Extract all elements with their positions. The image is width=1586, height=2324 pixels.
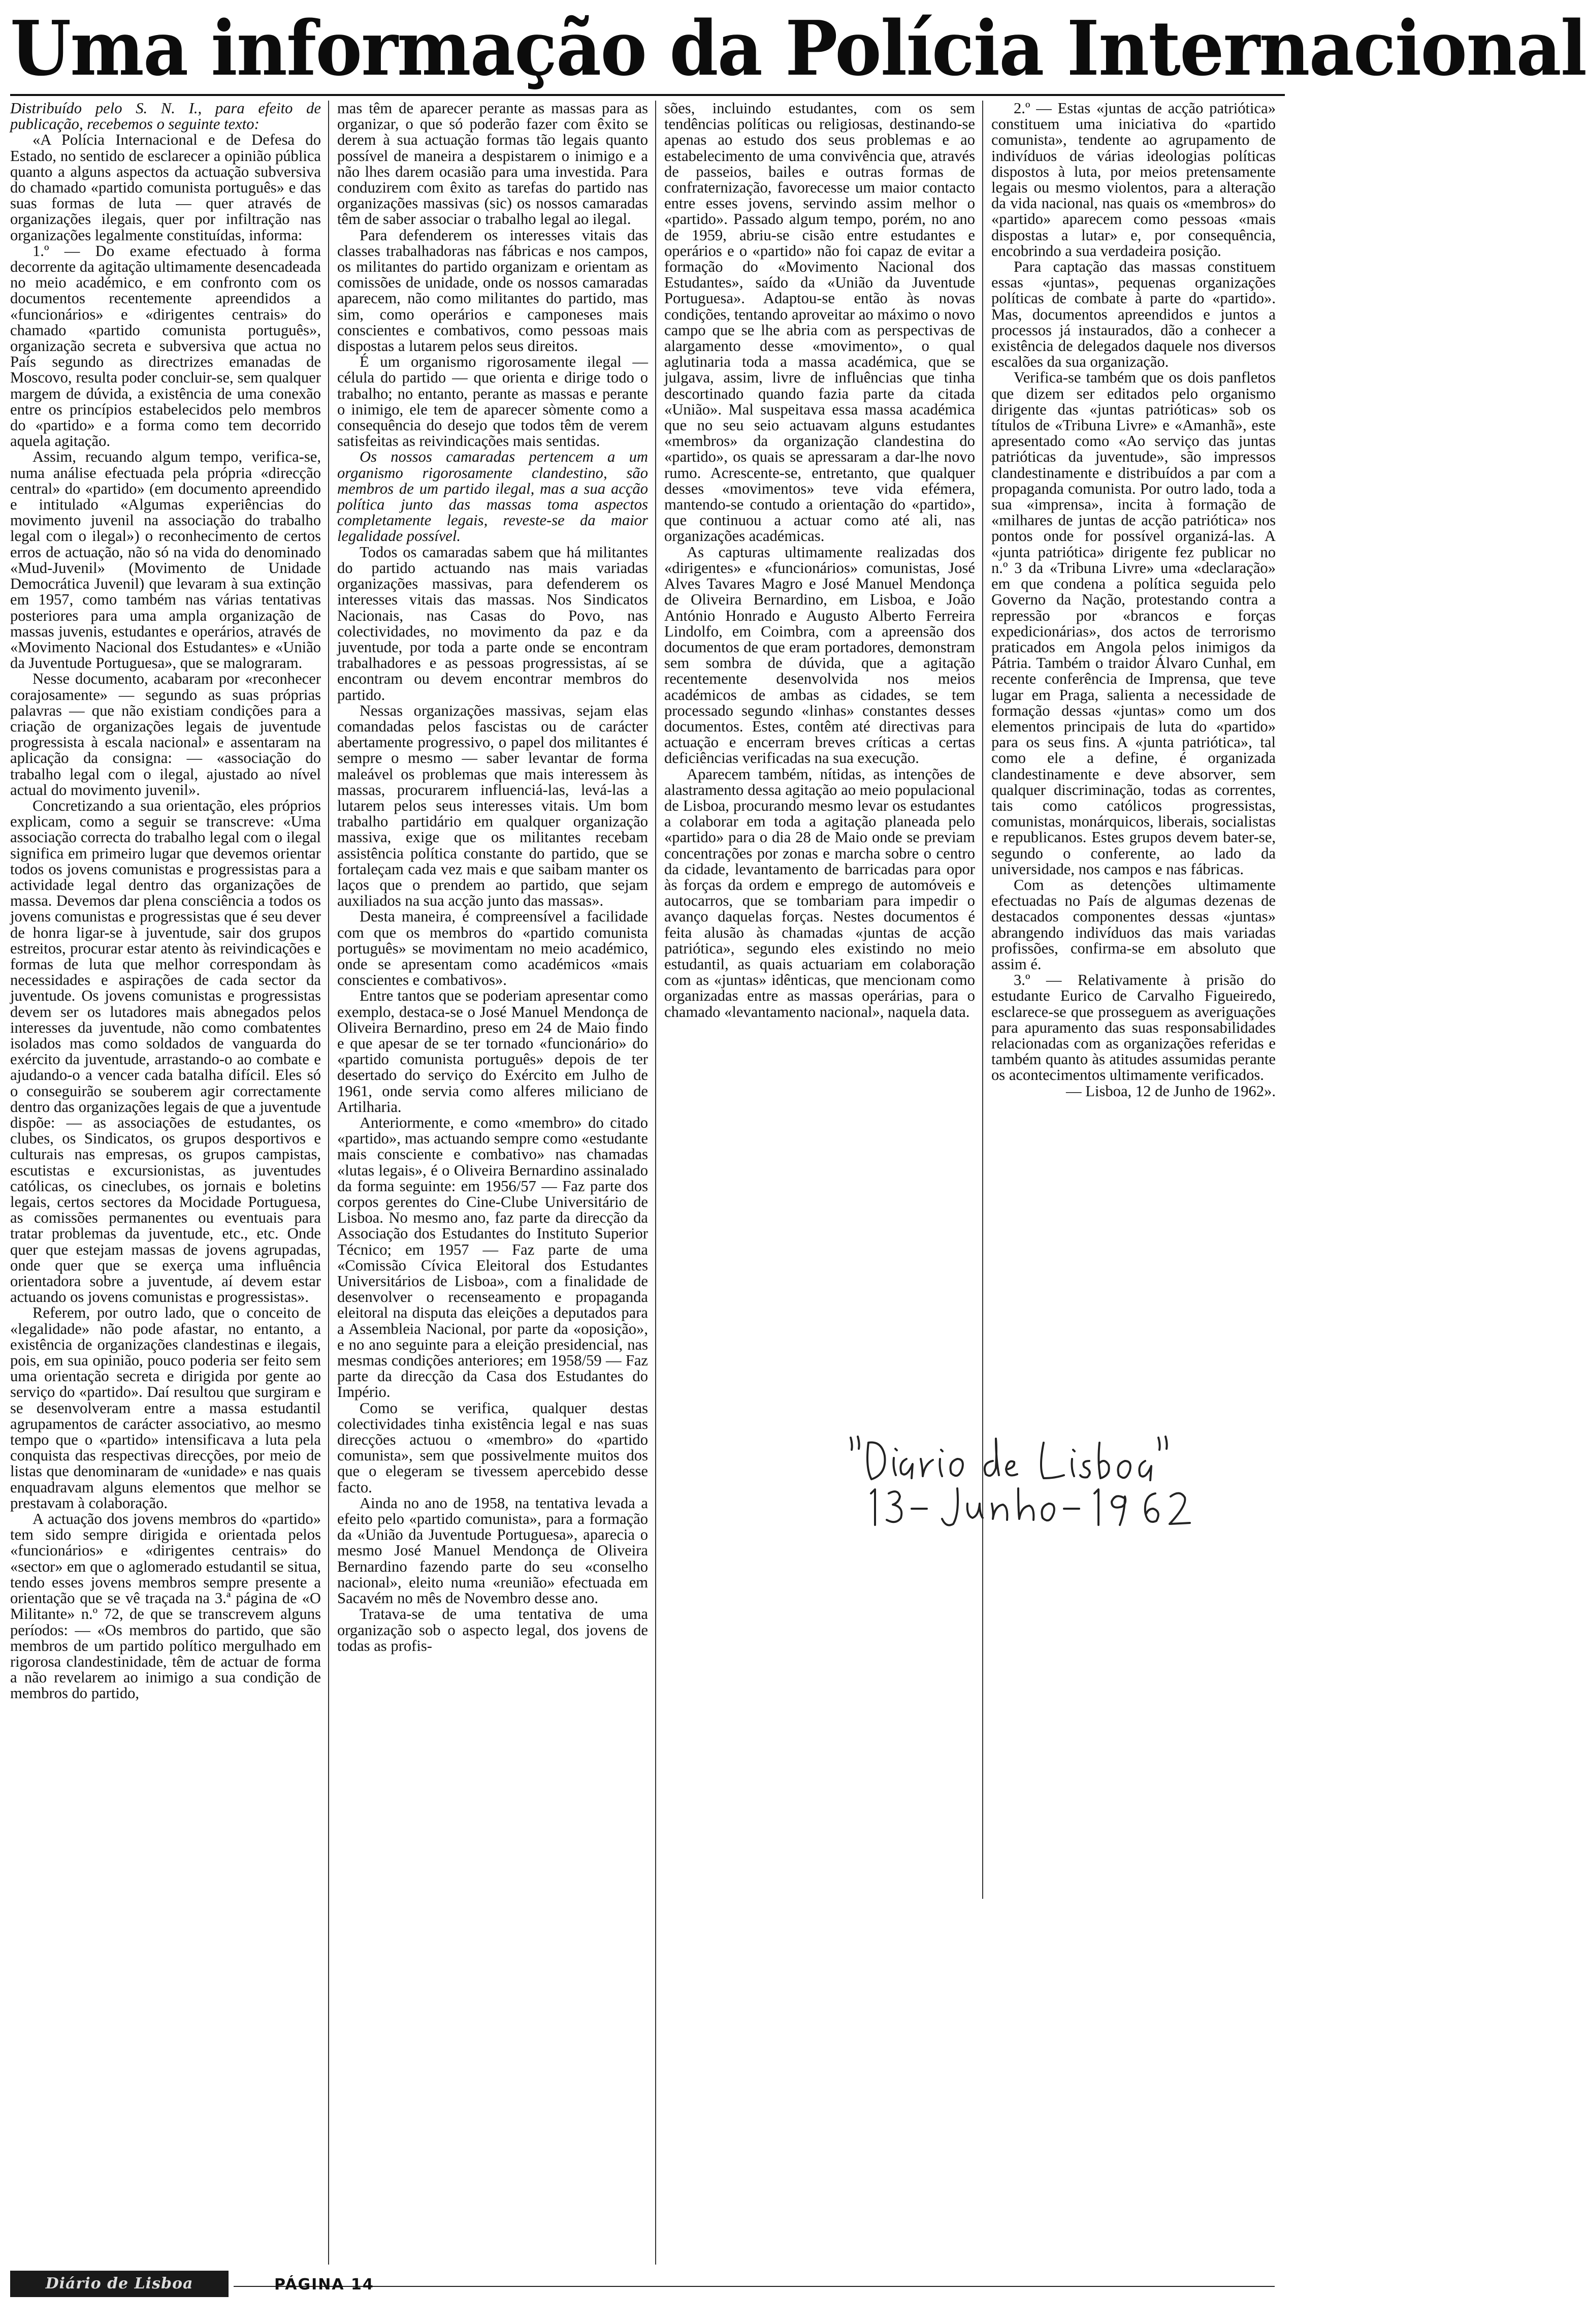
paragraph: 1.º — Do exame efectuado à forma decorrente da agitação ultimamente desencadeada no meio académico, e em confronto com os documentos recentemente apreendidos a «funcionários» e «dirigentes centrais» do chamado «partido comunista português», organização secreta e subversiva que actua no País segundo as directrizes emanadas de Moscovo, resulta poder concluir-se, sem qualquer margem de dúvida, a existência de uma conexão entre os princípios estabelecidos pelo membros do «partido» e a forma como tem decorrido aquela agitação. (10, 242, 321, 450)
column-divider (655, 101, 656, 2265)
column-divider (982, 101, 983, 1899)
paragraph: 3.º — Relativamente à prisão do estudante Eurico de Carvalho Figueiredo, esclarece-se que prosseguem as averiguações para apuramento das suas responsabilidades relacionadas com as organizações referidas e também quanto às atitudes assumidas perante os acontecimentos ultimamente verificados. (991, 971, 1276, 1084)
newspaper-logo: Diário de Lisboa (10, 2271, 229, 2297)
paragraph: Para captação das massas constituem essas «juntas», pequenas organizações políticas de combate à parte do «partido». Mas, documentos apreendidos e juntos a processos já instaurados, dão a conhecer a existência de delegados daquele nos diversos escalões da sua organização. (991, 258, 1276, 371)
headline-rule (10, 94, 1285, 96)
paragraph: Os nossos camaradas pertencem a um organismo rigorosamente clandestino, são membros de um partido ilegal, mas a sua acção política junto das massas toma aspectos completamente legais, reveste-se da maior legalidade possível. (337, 448, 648, 545)
handwritten-annotation (840, 1422, 1287, 1539)
paragraph: Referem, por outro lado, que o conceito de «legalidade» não pode afastar, no entanto, a existência de organizações clandestinas e ilegais, pois, em sua opinião, pouco poderia ser feito sem uma orientação secreta e dirigida por gente ao serviço do «partido». Daí resultou que surgiram e se desenvolveram entre a massa estudantil agrupamentos de carácter associativo, ao mesmo tempo que o «partido» intensificava a luta pela conquista das respectivas direcções, por meio de listas que denominaram de «unidade» e nas quais enquadravam alguns elementos que melhor se prestavam à colaboração. (10, 1304, 321, 1512)
article-headline: Uma informação da Polícia Internacional (10, 4, 1586, 92)
intro-paragraph: Distribuído pelo S. N. I., para efeito de publicação, recebemos o seguinte texto: (10, 100, 321, 133)
paragraph: Como se verifica, qualquer destas colectividades tinha existência legal e nas suas direcções actuou o «membro» do «partido comunista», sem que possivelmente muitos dos que o elegeram se tivessem apercebido desse facto. (337, 1399, 648, 1496)
paragraph: Anteriormente, e como «membro» do citado «partido», mas actuando sempre como «estudante mais consciente e combativo» nas chamadas «lutas legais», é o Oliveira Bernardino assinalado da forma seguinte: em 1956/57 — Faz parte dos corpos gerentes do Cine-Clube Universitário de Lisboa. No mesmo ano, faz parte da direcção da Associação dos Estudantes do Instituto Superior Técnico; em 1957 — Faz parte de uma «Comissão Cívica Eleitoral dos Estudantes Universitários de Lisboa», com a finalidade de desenvolver o recenseamento e propaganda eleitoral na disputa das eleições a deputados para a Assembleia Nacional, por parte da «oposição», e no ano seguinte para a eleição presidencial, nas mesmas condições anteriores; em 1958/59 — Faz parte da direcção da Casa dos Estudantes do Império. (337, 1114, 648, 1401)
page-number: PÁGINA 14 (274, 2276, 374, 2294)
column-4 (991, 101, 1276, 1635)
paragraph: Verifica-se também que os dois panfletos que dizem ser editados pelo organismo dirigente das «juntas patrióticas» sob os títulos de «Tribuna Livre» e «Amanhã», este apresentado como «Ao serviço das juntas patrióticas da juventude», são impressos clandestinamente e distribuídos a par com a propaganda comunista. Por outro lado, toda a sua «imprensa», incita à formação de «milhares de juntas de acção patriótica» nos pontos onde for possível organizá-las. A «junta patriótica» dirigente fez publicar no n.º 3 da «Tribuna Livre» uma «declaração» em que condena a política seguida pelo Governo da Nação, protestando contra a repressão por «brancos e forças expedicionárias», dos actos de terrorismo praticados em Angola pelos inimigos da Pátria. Também o traidor Álvaro Cunhal, em recente conferência de Imprensa, que teve lugar em Praga, salienta a necessidade de formação dessas «juntas» como um dos elementos principais de luta do «partido» para os seus fins. A «junta patriótica», tal como ele a define, é organizada clandestinamente e deve absorver, sem qualquer discriminação, todas as correntes, tais como católicos progressistas, comunistas, monárquicos, liberais, socialistas e republicanos. Estes grupos devem bater-se, segundo o conferente, ao lado da universidade, nos campos e nas fábricas. (991, 369, 1276, 878)
paragraph: Ainda no ano de 1958, na tentativa levada a efeito pelo «partido comunista», para a formação da «União da Juventude Portuguesa», aparecia o mesmo José Manuel Mendonça de Oliveira Bernardino fazendo parte do seu «conselho nacional», eleito numa «reunião» efectuada em Sacavém no mês de Novembro desse ano. (337, 1494, 648, 1607)
dateline: — Lisboa, 12 de Junho de 1962». (1066, 1082, 1276, 1100)
column-1 (10, 101, 321, 2257)
paragraph: Entre tantos que se poderiam apresentar como exemplo, destaca-se o José Manuel Mendonça de Oliveira Bernardino, preso em 24 de Maio findo e que apesar de se ter tornado «funcionário» do «partido comunista português» depois de ter desertado do serviço do Exército em Julho de 1961, onde servia como alferes miliciano de Artilharia. (337, 987, 648, 1116)
paragraph: A actuação dos jovens membros do «partido» tem sido sempre dirigida e orientada pelos «funcionários» e «dirigentes centrais» do «sector» em que o aglomerado estudantil se situa, tendo esses jovens membros sempre presente a orientação que se vê traçada na 3.ª página de «O Militante» n.º 72, de que se transcrevem alguns períodos: — «Os membros do partido, que são membros de um partido político mergulhado em rigorosa clandestinidade, têm de actuar de forma a não revelarem ao inimigo a sua condição de membros do partido, (10, 1510, 321, 1702)
paragraph: Concretizando a sua orientação, eles próprios explicam, como a seguir se transcreve: «Uma associação correcta do trabalho legal com o ilegal significa em primeiro lugar que devemos orientar todos os jovens comunistas e progressistas para a actividade legal dentro das organizações de massa. Devemos dar plena consciência a todos os jovens comunistas e progressistas que é seu dever de honra ligar-se à juventude, sair dos grupos estreitos, procurar estar atento às reivindicações e formas de luta que melhor correspondam às necessidades e aspirações de cada sector da juventude. Os jovens comunistas e progressistas devem ser os lutadores mais abnegados pelos interesses da juventude, não como combatentes isolados mas como soldados de vanguarda do exército da juventude, arrastando-o ao combate e ajudando-o a vencer cada batalha difícil. Eles só o conseguirão se souberem agir correctamente dentro das organizações legais de que a juventude dispõe: — as associações de estudantes, os clubes, os Sindicatos, os grupos desportivos e culturais nas empresas, os grupos campistas, escutistas e excursionistas, as juventudes católicas, os cineclubes, os jornais e boletins legais, certos sectores da Mocidade Portuguesa, as comissões permanentes ou eventuais para tratar problemas da juventude, etc., etc. Onde quer que estejam massas de jovens agrupadas, onde quer que se exerça uma influência orientadora sobre a juventude, aí devem estar actuando os jovens comunistas e progressistas». (10, 797, 321, 1306)
paragraph: sões, incluindo estudantes, com os sem tendências políticas ou religiosas, destinando-se apenas ao estudo dos seus problemas e ao estabelecimento de uma convivência que, através de passeios, bailes e outras formas de confraternização, favorecesse um maior contacto entre esses jovens, servindo assim melhor o «partido». Passado algum tempo, porém, no ano de 1959, abriu-se cisão entre estudantes e operários e o «partido» não foi capaz de evitar a formação do «Movimento Nacional dos Estudantes», saído da «União da Juventude Portuguesa». Adaptou-se então às novas condições, tentando aproveitar ao máximo o novo campo que se lhe abria com as perspectivas de alargamento desse «movimento», o qual aglutinaria toda a massa académica, que se julgava, assim, livre de influências que tinha descortinado quando fazia parte da citada «União». Mal suspeitava essa massa académica que no seu seio actuavam alguns estudantes «membros» da organização clandestina do «partido», os quais se apressaram a dar-lhe novo rumo. Acrescente-se, entretanto, que qualquer desses «movimentos» teve vida efémera, mantendo-se contudo a orientação do «partido», que continuou a actuar como até ali, nas organizações académicas. (664, 100, 975, 545)
paragraph: As capturas ultimamente realizadas dos «dirigentes» e «funcionários» comunistas, José Alves Tavares Magro e José Manuel Mendonça de Oliveira Bernardino, em Lisboa, e João António Honrado e Augusto Alberto Ferreira Lindolfo, em Coimbra, com a apreensão dos documentos de que eram portadores, demonstram sem sombra de dúvida, que a agitação recentemente desenvolvida nos meios académicos de ambas as cidades, se tem processado segundo «linhas» constantes desses documentos. Estes, contêm até directivas para actuação e encerram breves críticas a certas deficiências verificadas na sua execução. (664, 543, 975, 767)
column-divider (328, 101, 329, 2265)
paragraph: Nessas organizações massivas, sejam elas comandadas pelos fascistas ou de carácter abertamente progressivo, o papel dos militantes é sempre o mesmo — saber levantar de forma maleável os problemas que mais interessem às massas, procurarem influenciá-las, levá-las a lutarem pelos seus interesses vitais. Um bom trabalho partidário em qualquer organização massiva, exige que os militantes recebam assistência política constante do partido, que se fortaleçam cada vez mais e que saibam manter os laços que o prendem ao partido, que sejam auxiliados na sua acção junto das massas». (337, 702, 648, 910)
paragraph: Tratava-se de uma tentativa de uma organização sob o aspecto legal, dos jovens de todas as profis- (337, 1605, 648, 1654)
paragraph: Nesse documento, acabaram por «reconhecer corajosamente» — segundo as suas próprias palavras — que não existiam condições para a criação de organizações legais de juventude progressista à escala nacional» e assentaram na aplicação da consigna: — «associação do trabalho legal com o ilegal, ajustado ao nível actual do movimento juvenil». (10, 670, 321, 799)
paragraph: «A Polícia Internacional e de Defesa do Estado, no sentido de esclarecer a opinião pública quanto a alguns aspectos da actuação subversiva do chamado «partido comunista português» e das suas formas de luta — quer através de organizações ilegais, quer por infiltração nas organizações legalmente constituídas, informa: (10, 131, 321, 244)
paragraph: Com as detenções ultimamente efectuadas no País de algumas dezenas de destacados componentes dessas «juntas» abrangendo indivíduos das mais variadas profissões, confirma-se em absoluto que assim é. (991, 876, 1276, 973)
paragraph: Todos os camaradas sabem que há militantes do partido actuando nas mais variadas organizações massivas, para defenderem os interesses vitais das massas. Nos Sindicatos Nacionais, nas Casas do Povo, nas colectividades, no movimento da paz e da juventude, por toda a parte onde se encontram trabalhadores e as pessoas progressistas, aí se encontram ou devem encontrar membros do partido. (337, 543, 648, 704)
column-3 (664, 101, 975, 1896)
paragraph: Assim, recuando algum tempo, verifica-se, numa análise efectuada pela própria «direcção central» do «partido» (em documento apreendido e intitulado «Algumas experiências do movimento juvenil na associação do trabalho legal com o ilegal») o reconhecimento de certos erros de actuação, não só na vida do denominado «Mud-Juvenil» (Movimento de Unidade Democrática Juvenil) que levaram à sua extinção em 1957, como também nas várias tentativas posteriores para uma ampla organização de massas juvenis, estudantes e operários, através de «Movimento Nacional dos Estudantes» e «União da Juventude Portuguesa», que se malograram. (10, 448, 321, 672)
paragraph: mas têm de aparecer perante as massas para as organizar, o que só poderão fazer com êxito se derem à sua actuação formas tão legais quanto possível de maneira a despistarem o inimigo e a não lhes darem ocasião para uma investida. Para conduzirem com êxito as tarefas do partido nas organizações massivas (sic) os nossos camaradas têm de saber associar o trabalho legal ao ilegal. (337, 100, 648, 228)
column-2 (337, 101, 648, 2257)
paragraph: Desta maneira, é compreensível a facilidade com que os membros do «partido comunista português» se movimentam no meio académico, onde se apresentam como académicos «mais conscientes e combativos». (337, 908, 648, 989)
paragraph: Aparecem também, nítidas, as intenções de alastramento dessa agitação ao meio populacional de Lisboa, procurando mesmo levar os estudantes a colaborar em toda a agitação planeada pelo «partido» para o dia 28 de Maio onde se previam concentrações por zonas e marcha sobre o centro da cidade, levantamento de barricadas para opor às forças da ordem e emprego de automóveis e autocarros, que se tombariam para impedir o avanço daquelas forças. Nestes documentos é feita alusão às chamadas «juntas de acção patriótica», segundo eles existindo no meio estudantil, as quais actuariam em colaboração com as «juntas» idênticas, que mencionam como organizadas entre as massas operárias, para o chamado «levantamento nacional», naquela data. (664, 765, 975, 1021)
paragraph: 2.º — Estas «juntas de acção patriótica» constituem uma iniciativa do «partido comunista», tendente ao agrupamento de indivíduos de várias ideologias políticas dispostos à luta, por meios pretensamente legais ou mesmo violentos, para a alteração da vida nacional, nas quais os «membros» do «partido» aparecem como pessoas «mais dispostas a lutar» e, por consequência, encobrindo a sua verdadeira posição. (991, 100, 1276, 260)
paragraph: Para defenderem os interesses vitais das classes trabalhadoras nas fábricas e nos campos, os militantes do partido organizam e orientam as comissões de unidade, onde os nossos camaradas aparecem, não como militantes do partido, mas sim, como operários e camponeses mais conscientes e combativos, como pessoas mais dispostas a lutarem pelos seus direitos. (337, 226, 648, 355)
paragraph: É um organismo rigorosamente ilegal — célula do partido — que orienta e dirige todo o trabalho; no entanto, perante as massas e perante o inimigo, ele tem de aparecer sòmente como a consequência do desejo que todos têm de verem satisfeitas as reivindicações mais sentidas. (337, 353, 648, 450)
